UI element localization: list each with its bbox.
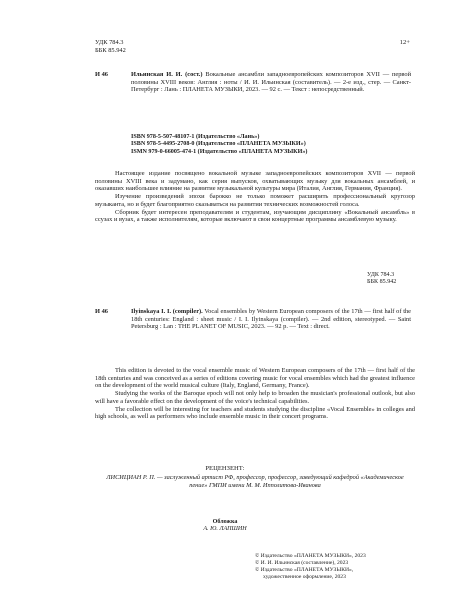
en-bibliographic-entry: [95, 308, 411, 331]
copyright-line: © И. И. Ильинская (составление), 2023: [255, 559, 349, 566]
ru-abstract-paragraph: Сборник будет интересен преподавателям и студентам, изучающим дисциплину «Вокальный ансамбль» в ссузах и вузах, а также исполнителям, которые включают в свои концертные программы ансамблевую музыку.: [95, 208, 415, 224]
ismn-planeta: ISMN 979-0-66005-474-1 (Издательство «ПЛАНЕТА МУЗЫКИ»): [131, 148, 308, 155]
en-author: Ilyinskaya I. I. (compiler).: [131, 308, 203, 315]
ru-abstract: [95, 170, 415, 224]
udk-code: УДК 784.3: [367, 272, 395, 278]
copyright-line: художественное оформление, 2023: [263, 573, 346, 580]
udk-code: УДК 784.3: [95, 39, 124, 46]
copyright-line: © Издательство «ПЛАНЕТА МУЗЫКИ»,: [255, 566, 354, 573]
en-abstract-paragraph: The collection will be interesting for teachers and students studying the discipline «Vocal Ensemble» in colleges and high schools, as well as performers who include ensemble music in their concert programs.: [95, 405, 415, 421]
reviewer-heading: РЕЦЕНЗЕНТ:: [205, 465, 245, 472]
cover-credit: [0, 519, 450, 534]
ru-abstract-paragraph: Изучение произведений эпохи барокко не только поможет расширить профессиональный кругозор музыканта, но и будет благоприятно сказываться на развитии технических возможностей голоса.: [95, 193, 415, 208]
ru-description: Вокальные ансамбли западноевропейских композиторов XVII — первой половины XVIII веков: Англия : ноты / И. И. Ильинская (составитель). — 2-е изд., стер. — Санкт-Петербург : Лань : ПЛАНЕТА МУЗЫКИ, 2023. — 92 с. — Текст : непосредственный.: [131, 71, 411, 94]
ru-abstract-paragraph: Настоящее издание посвящено вокальной музыке западноевропейских композиторов XVII — первой половины XVIII века и задумано, как серия выпусков, охватывающих музыку для вокальных ансамблей, и оказавших наибольшее влияние на развитие музыкальной культуры мира (Италия, Англия, Германия, Франция).: [95, 170, 415, 193]
age-rating: 12+: [399, 39, 410, 46]
en-description: Vocal ensembles by Western European composers of the 17th — first half of the 18th centuries: England : sheet music / I. I. Ilyinskaya (compiler). — 2nd edition, stereotyped. — Saint Petersburg : Lan : THE PLANET OF MUSIC, 2023. — 92 p. — Text : direct.: [131, 308, 412, 331]
ru-bibliographic-entry: [95, 71, 411, 94]
isbn-list: [131, 134, 307, 156]
reviewer-info: [105, 474, 405, 489]
ru-author: Ильинская И. И. (сост.): [131, 71, 203, 78]
isbn-planeta: ISBN 978-5-4495-2708-0 (Издательство «ПЛАНЕТА МУЗЫКИ»): [131, 141, 306, 148]
author-mark: И 46: [95, 71, 108, 78]
bbk-code: ББК 85.942: [95, 46, 126, 54]
copyright-block: [255, 553, 366, 581]
bbk-code: ББК 85.942: [367, 279, 397, 286]
author-mark: И 46: [95, 308, 108, 315]
udk-block-top: [95, 39, 126, 54]
en-abstract: [95, 367, 415, 421]
copyright-line: © Издательство «ПЛАНЕТА МУЗЫКИ», 2023: [255, 553, 366, 559]
en-abstract-paragraph: Studying the works of the Baroque epoch will not only help to broaden the musician's professional outlook, but also will have a favorable effect on the development of the voice's technical capabilities.: [95, 390, 415, 405]
reviewer-name: ЛИСИЦИАН Р. П.: [106, 474, 156, 481]
udk-block-right: [367, 272, 396, 287]
reviewer-description: — заслуженный артист РФ, профессор, профессор, заведующий кафедрой «Академическое пение» ГМПИ имени М. М. Ипполитова-Иванова: [156, 474, 404, 489]
isbn-lan: ISBN 978-5-507-48107-1 (Издательство «Лань»): [131, 134, 260, 140]
cover-designer: А. Ю. ЛАПШИН: [203, 526, 247, 533]
en-abstract-paragraph: This edition is devoted to the vocal ensemble music of Western European composers of the 17th — first half of the 18th centuries and was conceived as a series of editions covering music for vocal ensembles which had the greatest influence on the development of the world musical culture (Italy, England, Germany, France).: [95, 367, 415, 390]
cover-label: Обложка: [212, 519, 238, 525]
